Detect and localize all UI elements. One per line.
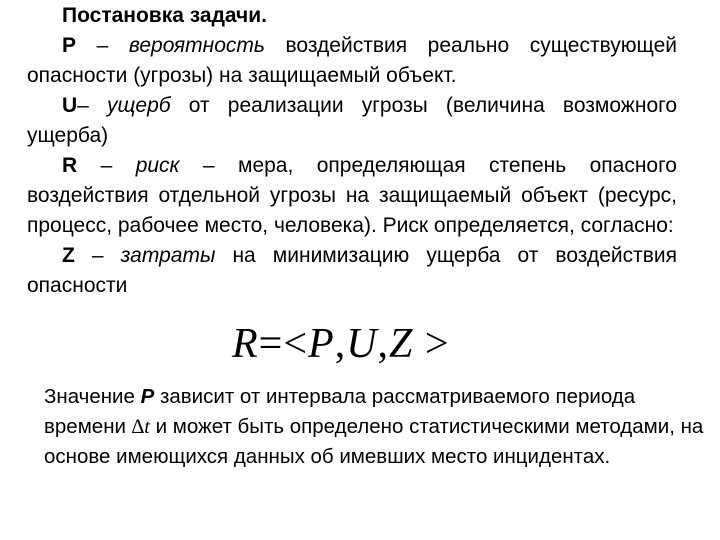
formula-operator: =< <box>258 321 309 367</box>
time-variable: t <box>144 416 150 438</box>
dash: – <box>74 244 121 267</box>
note-middle: зависит от интервала рассматриваемого периода времени <box>44 385 636 438</box>
term-costs: затраты <box>120 244 216 267</box>
dash: – <box>76 34 129 57</box>
dash: – <box>77 154 136 177</box>
symbol-r: R <box>62 154 78 177</box>
term-damage: ущерб <box>107 94 171 117</box>
dash: – <box>77 94 108 117</box>
formula-comma: , <box>377 321 390 367</box>
symbol-z: Z <box>62 244 75 267</box>
delta-symbol: ∆ <box>131 416 145 438</box>
formula-comma: , <box>334 321 347 367</box>
term-risk: риск <box>135 154 180 177</box>
risk-formula <box>232 314 472 374</box>
definition-text: от реализации угрозы (величина возможного ущерба) <box>27 94 678 147</box>
symbol-p: P <box>62 34 77 57</box>
definition-probability <box>27 31 677 91</box>
definition-damage <box>27 91 677 151</box>
term-probability: вероятность <box>128 34 265 57</box>
problem-statement <box>27 1 677 301</box>
definition-costs <box>27 241 677 301</box>
formula-p: P <box>308 321 335 367</box>
formula-u: U <box>346 321 378 367</box>
formula-z: Z <box>389 321 414 367</box>
formula-close: > <box>413 321 450 367</box>
note-suffix: и может быть определено статистическими методами, на основе имеющихся данных об имевших место инцидентах. <box>44 415 704 468</box>
definition-text: на минимизацию ущерба от воздействия опасности <box>27 244 677 297</box>
note-prefix: Значение <box>44 385 141 408</box>
section-title: Постановка задачи. <box>62 4 267 27</box>
note-block <box>44 382 709 472</box>
definition-text: воздействия реально существующей опасности (угрозы) на защищаемый объект. <box>27 34 677 87</box>
definition-risk <box>27 151 677 241</box>
formula-lhs: R <box>232 321 259 367</box>
note-paragraph <box>44 382 709 472</box>
note-symbol-p: P <box>140 385 155 408</box>
symbol-u: U <box>62 94 78 117</box>
definition-text: – мера, определяющая степень опасного воздействия отдельной угрозы на защищаемый объект (ресурс, процесс, рабочее место, человека). Риск определяется, согласно: <box>27 154 677 237</box>
